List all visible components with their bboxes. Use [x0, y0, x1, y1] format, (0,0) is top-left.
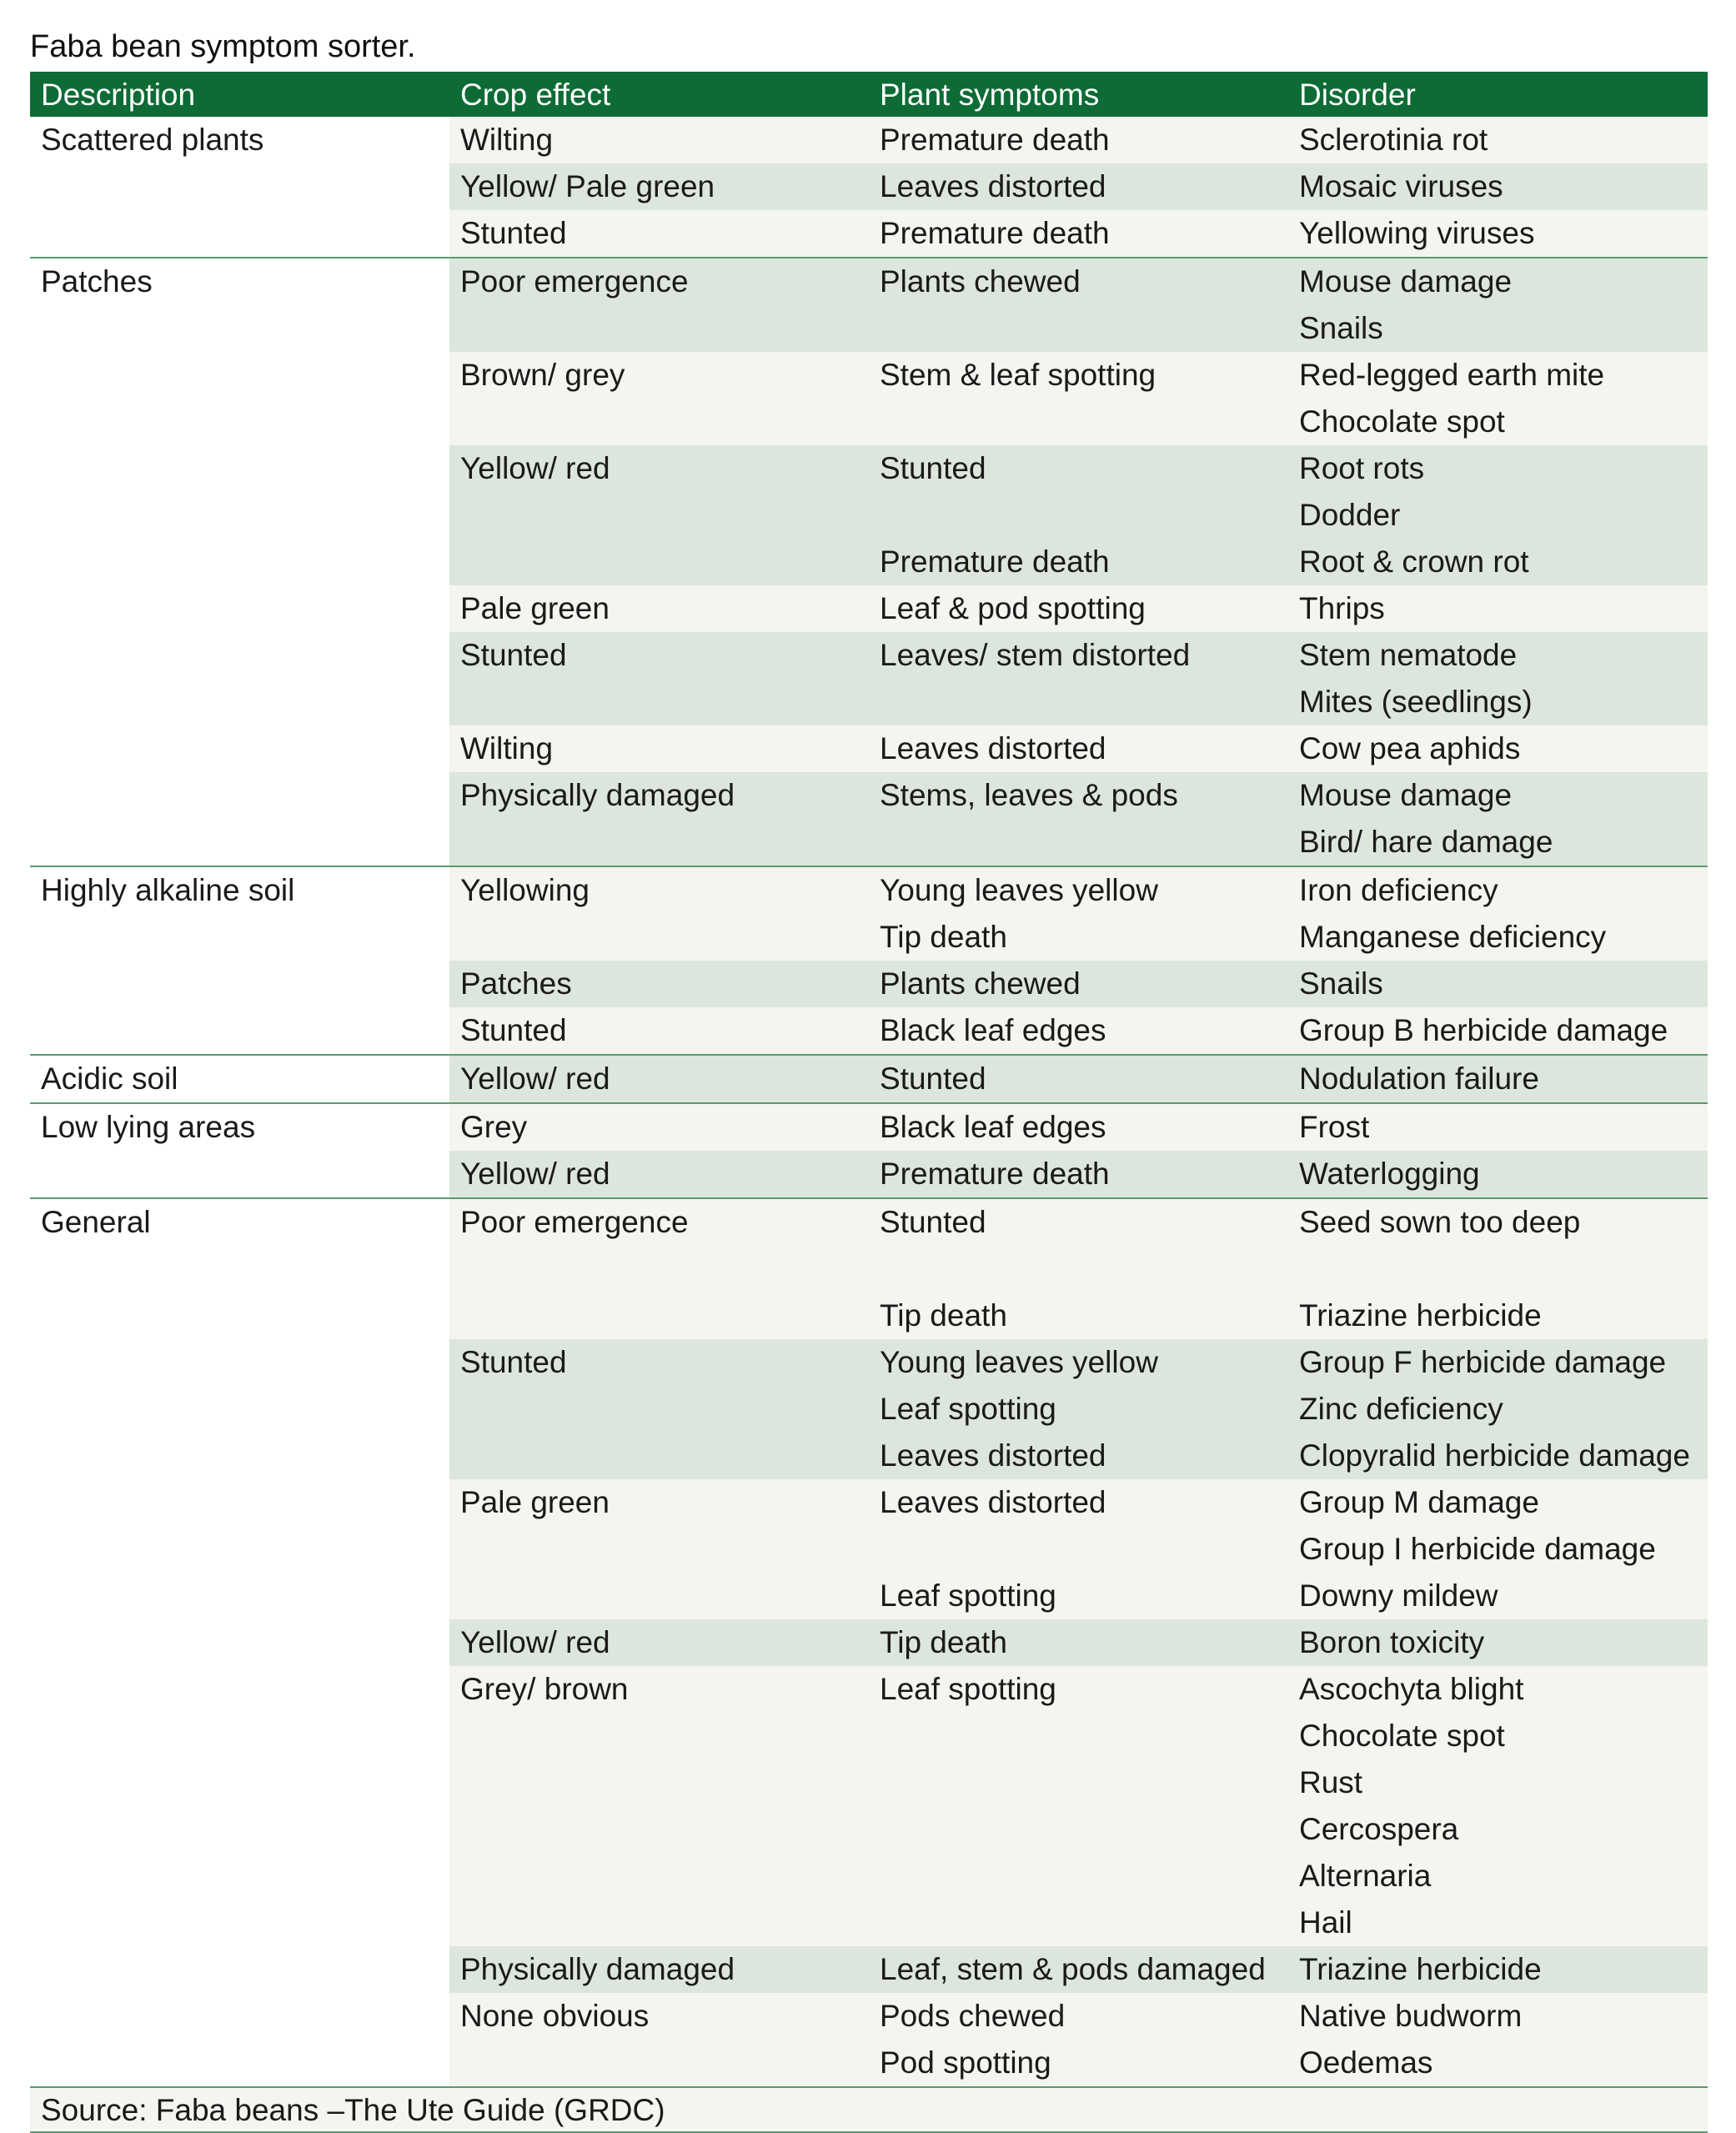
- plant-symptoms-cell: [869, 961, 1288, 1007]
- crop-effect-cell-line: [460, 1246, 869, 1292]
- table-row: [449, 117, 1708, 163]
- disorder-cell-line: Rust: [1299, 1765, 1363, 1799]
- crop-effect-cell-line: [460, 492, 869, 539]
- disorder-cell-line: Alternaria: [1299, 1859, 1432, 1893]
- disorder-cell-line: Red-legged earth mite: [1299, 358, 1605, 392]
- disorder-cell-line: Thrips: [1299, 591, 1385, 625]
- source-note: Source: Faba beans –The Ute Guide (GRDC): [30, 2086, 1708, 2133]
- description-cell: Patches: [41, 264, 153, 299]
- description-cell: Highly alkaline soil: [41, 873, 295, 907]
- crop-effect-cell-line: Wilting: [460, 123, 554, 157]
- plant-symptoms-cell-line: [880, 1900, 1288, 1946]
- table-row: [449, 1619, 1708, 1666]
- plant-symptoms-cell: [869, 352, 1288, 445]
- disorder-cell: [1288, 867, 1708, 961]
- crop-effect-cell-line: [460, 2040, 869, 2086]
- crop-effect-cell-line: [460, 1573, 869, 1619]
- plant-symptoms-cell-line: Premature death: [880, 545, 1110, 579]
- crop-effect-cell: [449, 1151, 869, 1197]
- plant-symptoms-cell-line: [880, 1526, 1288, 1573]
- plant-symptoms-cell-line: Leaf spotting: [880, 1392, 1056, 1426]
- table-group: [30, 1102, 1708, 1197]
- crop-effect-cell-line: Physically damaged: [460, 778, 735, 812]
- plant-symptoms-cell-line: Black leaf edges: [880, 1110, 1106, 1144]
- plant-symptoms-cell-line: Premature death: [880, 216, 1110, 250]
- disorder-cell-line: Root & crown rot: [1299, 545, 1529, 579]
- plant-symptoms-cell-line: Stems, leaves & pods: [880, 778, 1178, 812]
- header-description: Description: [41, 78, 196, 112]
- plant-symptoms-cell-line: Plants chewed: [880, 264, 1081, 299]
- plant-symptoms-cell: [869, 1056, 1288, 1102]
- plant-symptoms-cell: [869, 445, 1288, 585]
- plant-symptoms-cell: [869, 725, 1288, 772]
- disorder-cell-line: Group M damage: [1299, 1485, 1539, 1519]
- plant-symptoms-cell-line: [880, 1806, 1288, 1853]
- plant-symptoms-cell-line: Young leaves yellow: [880, 873, 1158, 907]
- table-row: [449, 961, 1708, 1007]
- crop-effect-cell: [449, 163, 869, 210]
- crop-effect-cell-line: [460, 1386, 869, 1433]
- table-group: [30, 866, 1708, 1054]
- disorder-cell-line: Mosaic viruses: [1299, 169, 1503, 203]
- crop-effect-cell-line: [460, 1806, 869, 1853]
- table-row: [449, 352, 1708, 445]
- disorder-cell-line: Zinc deficiency: [1299, 1392, 1503, 1426]
- crop-effect-cell-line: Patches: [460, 966, 572, 1001]
- plant-symptoms-cell-line: [880, 305, 1288, 352]
- plant-symptoms-cell-line: Leaf spotting: [880, 1672, 1056, 1706]
- plant-symptoms-cell: [869, 1993, 1288, 2086]
- plant-symptoms-cell-line: [880, 1853, 1288, 1900]
- header-disorder: Disorder: [1299, 78, 1416, 112]
- plant-symptoms-cell: [869, 772, 1288, 866]
- crop-effect-cell-line: Brown/ grey: [460, 358, 625, 392]
- table-row: [449, 632, 1708, 725]
- table-row: [449, 445, 1708, 585]
- crop-effect-cell: [449, 445, 869, 585]
- disorder-cell-line: Sclerotinia rot: [1299, 123, 1488, 157]
- table-group: [30, 1197, 1708, 2086]
- plant-symptoms-cell: [869, 867, 1288, 961]
- disorder-cell-line: Cow pea aphids: [1299, 731, 1521, 765]
- crop-effect-cell-line: Yellow/ red: [460, 451, 610, 485]
- plant-symptoms-cell-line: Leaf, stem & pods damaged: [880, 1952, 1266, 1986]
- table-group: [30, 117, 1708, 257]
- crop-effect-cell: [449, 1993, 869, 2086]
- table-row: [449, 1151, 1708, 1197]
- disorder-cell-line: Frost: [1299, 1110, 1370, 1144]
- disorder-cell: [1288, 1007, 1708, 1054]
- crop-effect-cell: [449, 961, 869, 1007]
- crop-effect-cell-line: [460, 819, 869, 866]
- disorder-cell-line: Oedemas: [1299, 2045, 1433, 2080]
- table-row: [449, 725, 1708, 772]
- plant-symptoms-cell: [869, 1666, 1288, 1946]
- disorder-cell: [1288, 258, 1708, 352]
- crop-effect-cell-line: Yellow/ red: [460, 1625, 610, 1659]
- disorder-cell-line: Ascochyta blight: [1299, 1672, 1524, 1706]
- crop-effect-cell-line: [460, 914, 869, 961]
- crop-effect-cell-line: Yellow/ Pale green: [460, 169, 715, 203]
- plant-symptoms-cell-line: Leaves/ stem distorted: [880, 638, 1191, 672]
- crop-effect-cell: [449, 117, 869, 163]
- plant-symptoms-cell-line: Premature death: [880, 1157, 1110, 1191]
- disorder-cell: [1288, 117, 1708, 163]
- disorder-cell: [1288, 1151, 1708, 1197]
- disorder-cell-line: Chocolate spot: [1299, 1719, 1505, 1753]
- plant-symptoms-cell: [869, 1946, 1288, 1993]
- table-row: [449, 1104, 1708, 1151]
- plant-symptoms-cell-line: Stunted: [880, 451, 986, 485]
- header-crop-effect: Crop effect: [460, 78, 611, 112]
- plant-symptoms-cell: [869, 163, 1288, 210]
- crop-effect-cell-line: Stunted: [460, 216, 567, 250]
- disorder-cell-line: Mites (seedlings): [1299, 685, 1533, 719]
- symptom-table: [30, 72, 1708, 2133]
- disorder-cell: [1288, 632, 1708, 725]
- plant-symptoms-cell: [869, 1479, 1288, 1619]
- plant-symptoms-cell-line: [880, 1246, 1288, 1292]
- disorder-cell: [1288, 1339, 1708, 1479]
- crop-effect-cell-line: [460, 305, 869, 352]
- crop-effect-cell: [449, 258, 869, 352]
- crop-effect-cell: [449, 1666, 869, 1946]
- description-cell: Scattered plants: [41, 123, 264, 157]
- disorder-cell-line: Boron toxicity: [1299, 1625, 1485, 1659]
- plant-symptoms-cell: [869, 117, 1288, 163]
- plant-symptoms-cell-line: Young leaves yellow: [880, 1345, 1158, 1379]
- table-row: [449, 210, 1708, 257]
- disorder-cell: [1288, 961, 1708, 1007]
- disorder-cell-line: Mouse damage: [1299, 778, 1513, 812]
- crop-effect-cell: [449, 210, 869, 257]
- plant-symptoms-cell-line: Leaves distorted: [880, 731, 1106, 765]
- crop-effect-cell-line: [460, 1853, 869, 1900]
- disorder-cell-line: Clopyralid herbicide damage: [1299, 1438, 1690, 1473]
- description-cell: General: [41, 1205, 151, 1239]
- plant-symptoms-cell-line: Leaves distorted: [880, 1485, 1106, 1519]
- disorder-cell-line: Manganese deficiency: [1299, 920, 1607, 954]
- plant-symptoms-cell: [869, 1007, 1288, 1054]
- disorder-cell: [1288, 1666, 1708, 1946]
- crop-effect-cell-line: Pale green: [460, 591, 610, 625]
- disorder-cell: [1288, 210, 1708, 257]
- crop-effect-cell-line: Stunted: [460, 638, 567, 672]
- plant-symptoms-cell-line: Leaf & pod spotting: [880, 591, 1146, 625]
- crop-effect-cell-line: [460, 1900, 869, 1946]
- plant-symptoms-cell-line: [880, 492, 1288, 539]
- disorder-cell-line: Snails: [1299, 966, 1383, 1001]
- disorder-cell-line: Root rots: [1299, 451, 1425, 485]
- disorder-cell-line: Stem nematode: [1299, 638, 1518, 672]
- plant-symptoms-cell-line: Leaves distorted: [880, 169, 1106, 203]
- disorder-cell-line: Seed sown too deep: [1299, 1205, 1581, 1239]
- disorder-cell-line: Hail: [1299, 1905, 1352, 1940]
- crop-effect-cell-line: [460, 1759, 869, 1806]
- table-body: [30, 117, 1708, 2086]
- crop-effect-cell-line: Grey/ brown: [460, 1672, 629, 1706]
- crop-effect-cell-line: Wilting: [460, 731, 554, 765]
- disorder-cell-line: Downy mildew: [1299, 1578, 1498, 1613]
- plant-symptoms-cell-line: Plants chewed: [880, 966, 1081, 1001]
- disorder-cell: [1288, 585, 1708, 632]
- plant-symptoms-cell: [869, 1339, 1288, 1479]
- crop-effect-cell: [449, 1104, 869, 1151]
- plant-symptoms-cell: [869, 1199, 1288, 1339]
- table-row: [449, 772, 1708, 866]
- disorder-cell-line: Group I herbicide damage: [1299, 1532, 1656, 1566]
- description-cell: Acidic soil: [41, 1061, 178, 1096]
- plant-symptoms-cell: [869, 585, 1288, 632]
- disorder-cell-line: Mouse damage: [1299, 264, 1513, 299]
- crop-effect-cell: [449, 585, 869, 632]
- plant-symptoms-cell-line: [880, 399, 1288, 445]
- crop-effect-cell: [449, 1946, 869, 1993]
- disorder-cell: [1288, 1104, 1708, 1151]
- crop-effect-cell: [449, 1056, 869, 1102]
- crop-effect-cell: [449, 1199, 869, 1339]
- disorder-cell: [1288, 1479, 1708, 1619]
- crop-effect-cell-line: None obvious: [460, 1999, 650, 2033]
- crop-effect-cell-line: [460, 539, 869, 585]
- table-row: [449, 1479, 1708, 1619]
- plant-symptoms-cell-line: Tip death: [880, 1298, 1007, 1332]
- crop-effect-cell-line: [460, 1526, 869, 1573]
- disorder-cell-line: Waterlogging: [1299, 1157, 1480, 1191]
- crop-effect-cell-line: [460, 1433, 869, 1479]
- disorder-cell-line: Bird/ hare damage: [1299, 825, 1553, 859]
- disorder-cell-line: Yellowing viruses: [1299, 216, 1535, 250]
- disorder-cell-line: Nodulation failure: [1299, 1061, 1539, 1096]
- disorder-cell-line: Dodder: [1299, 498, 1401, 532]
- table-row: [449, 258, 1708, 352]
- disorder-cell-line: Cercospera: [1299, 1812, 1459, 1846]
- crop-effect-cell: [449, 725, 869, 772]
- crop-effect-cell-line: Stunted: [460, 1345, 567, 1379]
- plant-symptoms-cell: [869, 1104, 1288, 1151]
- crop-effect-cell-line: Physically damaged: [460, 1952, 735, 1986]
- crop-effect-cell-line: Stunted: [460, 1013, 567, 1047]
- plant-symptoms-cell-line: [880, 1713, 1288, 1759]
- crop-effect-cell-line: Yellow/ red: [460, 1157, 610, 1191]
- crop-effect-cell-line: Pale green: [460, 1485, 610, 1519]
- disorder-cell: [1288, 1619, 1708, 1666]
- disorder-cell-line: Triazine herbicide: [1299, 1952, 1542, 1986]
- crop-effect-cell-line: Yellow/ red: [460, 1061, 610, 1096]
- plant-symptoms-cell-line: Premature death: [880, 123, 1110, 157]
- crop-effect-cell-line: Grey: [460, 1110, 528, 1144]
- table-row: [449, 1993, 1708, 2086]
- crop-effect-cell: [449, 867, 869, 961]
- disorder-cell: [1288, 772, 1708, 866]
- crop-effect-cell-line: [460, 1292, 869, 1339]
- disorder-cell-line: Iron deficiency: [1299, 873, 1498, 907]
- plant-symptoms-cell-line: Pod spotting: [880, 2045, 1051, 2080]
- disorder-cell: [1288, 352, 1708, 445]
- plant-symptoms-cell-line: [880, 1759, 1288, 1806]
- table-row: [449, 1056, 1708, 1102]
- table-group: [30, 257, 1708, 866]
- table-row: [449, 867, 1708, 961]
- crop-effect-cell-line: Poor emergence: [460, 1205, 689, 1239]
- crop-effect-cell: [449, 352, 869, 445]
- crop-effect-cell: [449, 772, 869, 866]
- disorder-cell-line: [1299, 1246, 1708, 1292]
- crop-effect-cell: [449, 1479, 869, 1619]
- plant-symptoms-cell-line: Stunted: [880, 1205, 986, 1239]
- disorder-cell: [1288, 1199, 1708, 1339]
- disorder-cell-line: Group F herbicide damage: [1299, 1345, 1667, 1379]
- plant-symptoms-cell-line: [880, 679, 1288, 725]
- disorder-cell: [1288, 1056, 1708, 1102]
- disorder-cell-line: Triazine herbicide: [1299, 1298, 1542, 1332]
- plant-symptoms-cell-line: Pods chewed: [880, 1999, 1066, 2033]
- table-row: [449, 1339, 1708, 1479]
- crop-effect-cell-line: [460, 399, 869, 445]
- plant-symptoms-cell-line: Stunted: [880, 1061, 986, 1096]
- plant-symptoms-cell-line: Black leaf edges: [880, 1013, 1106, 1047]
- disorder-cell-line: Snails: [1299, 311, 1383, 345]
- disorder-cell: [1288, 1993, 1708, 2086]
- plant-symptoms-cell: [869, 1619, 1288, 1666]
- plant-symptoms-cell-line: [880, 819, 1288, 866]
- crop-effect-cell: [449, 1619, 869, 1666]
- table-row: [449, 1666, 1708, 1946]
- plant-symptoms-cell-line: Tip death: [880, 920, 1007, 954]
- crop-effect-cell: [449, 1007, 869, 1054]
- plant-symptoms-cell-line: Leaf spotting: [880, 1578, 1056, 1613]
- plant-symptoms-cell: [869, 210, 1288, 257]
- plant-symptoms-cell-line: Leaves distorted: [880, 1438, 1106, 1473]
- table-header-row: [30, 72, 1708, 117]
- table-row: [449, 163, 1708, 210]
- crop-effect-cell-line: Yellowing: [460, 873, 590, 907]
- description-cell: Low lying areas: [41, 1110, 256, 1144]
- disorder-cell-line: Group B herbicide damage: [1299, 1013, 1668, 1047]
- plant-symptoms-cell-line: Stem & leaf spotting: [880, 358, 1156, 392]
- table-group: [30, 1054, 1708, 1102]
- plant-symptoms-cell: [869, 632, 1288, 725]
- crop-effect-cell-line: Poor emergence: [460, 264, 689, 299]
- disorder-cell: [1288, 163, 1708, 210]
- header-plant-symptoms: Plant symptoms: [880, 78, 1100, 112]
- disorder-cell: [1288, 445, 1708, 585]
- disorder-cell-line: Chocolate spot: [1299, 404, 1505, 439]
- table-row: [449, 1007, 1708, 1054]
- table-title: Faba bean symptom sorter.: [30, 29, 416, 64]
- disorder-cell: [1288, 1946, 1708, 1993]
- table-row: [449, 1199, 1708, 1339]
- plant-symptoms-cell: [869, 258, 1288, 352]
- crop-effect-cell-line: [460, 679, 869, 725]
- crop-effect-cell: [449, 1339, 869, 1479]
- crop-effect-cell-line: [460, 1713, 869, 1759]
- table-row: [449, 1946, 1708, 1993]
- crop-effect-cell: [449, 632, 869, 725]
- plant-symptoms-cell-line: Tip death: [880, 1625, 1007, 1659]
- plant-symptoms-cell: [869, 1151, 1288, 1197]
- disorder-cell-line: Native budworm: [1299, 1999, 1523, 2033]
- table-row: [449, 585, 1708, 632]
- disorder-cell: [1288, 725, 1708, 772]
